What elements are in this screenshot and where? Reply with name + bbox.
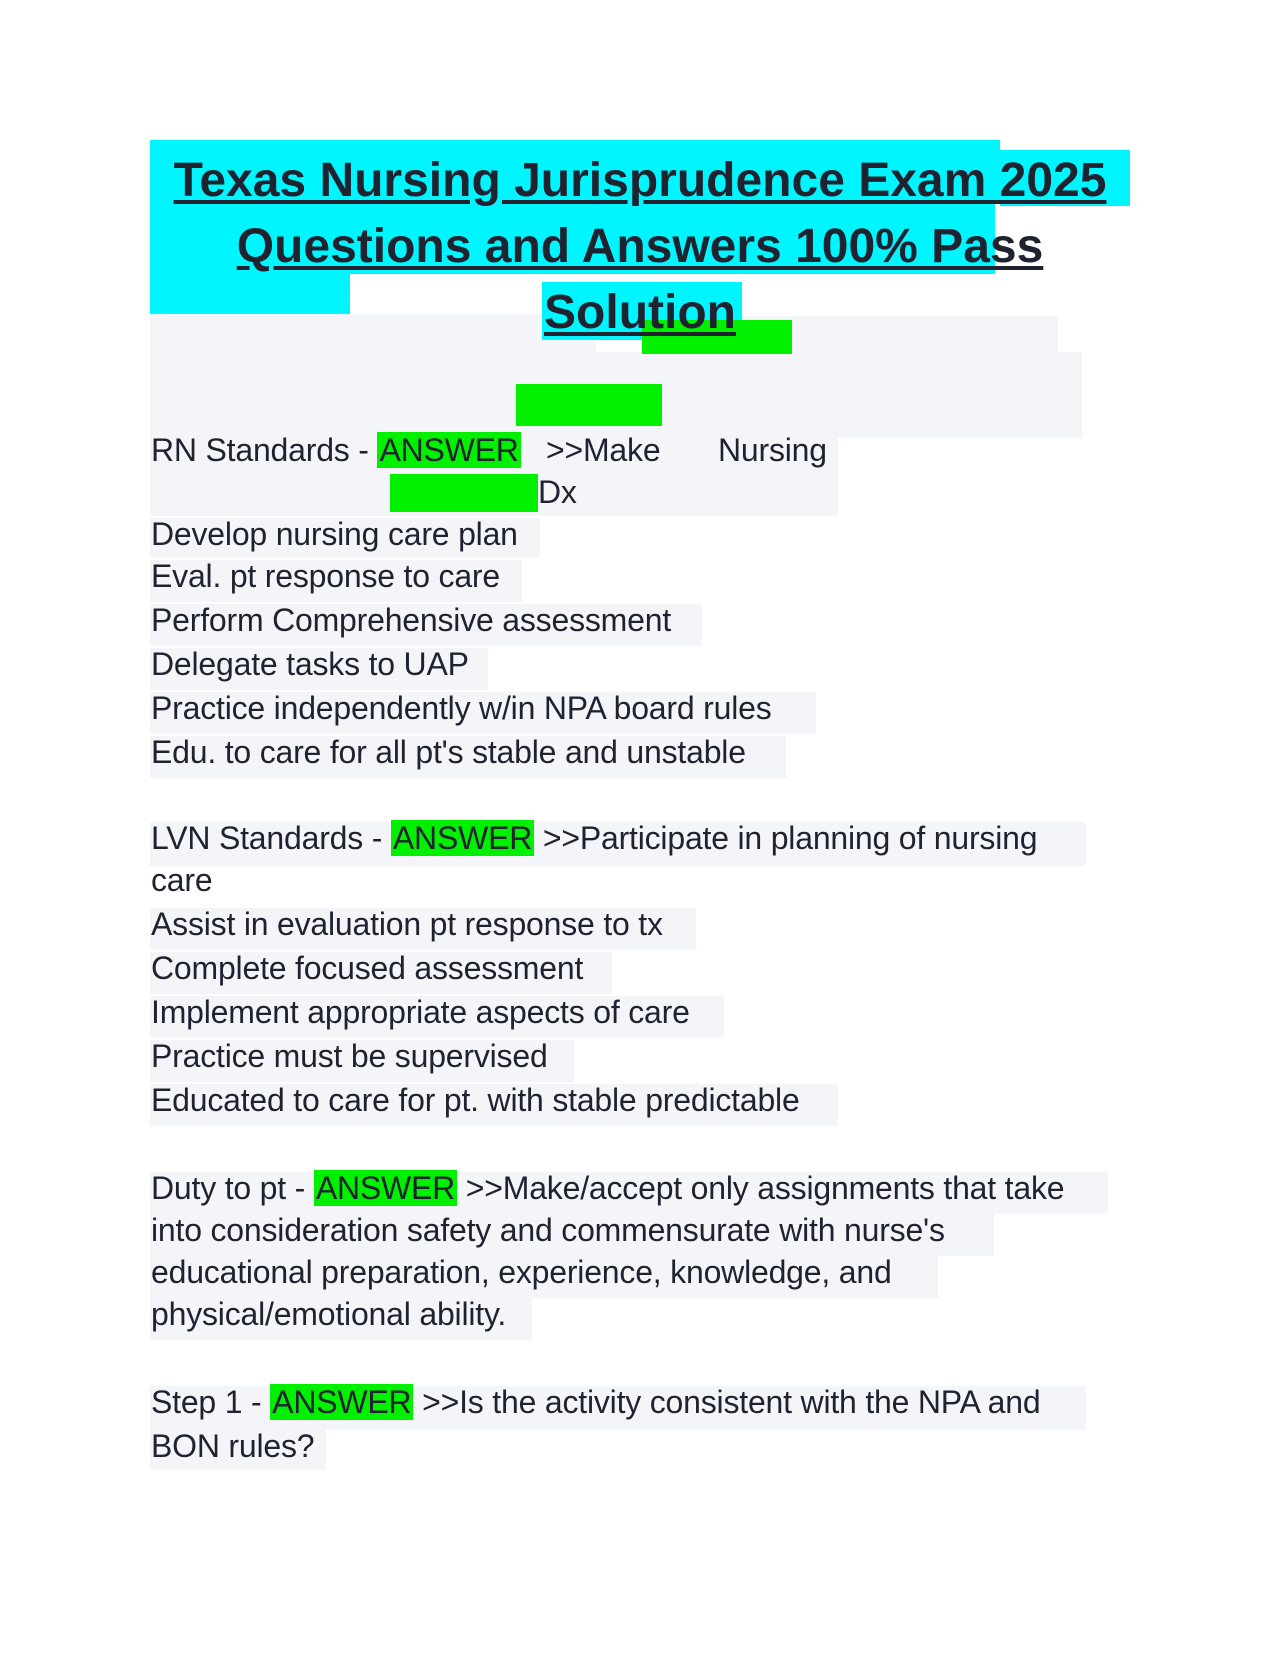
question-line <box>151 1384 1040 1421</box>
green-highlight <box>516 384 662 426</box>
answer-text: physical/emotional ability. <box>151 1296 507 1332</box>
page-title: Texas Nursing Jurisprudence Exam 2025 Questions and Answers 100% Pass Solution <box>173 154 1107 339</box>
shade-block <box>596 352 1082 438</box>
question-separator: - <box>285 1170 314 1206</box>
answer-text: >>Make/accept only assignments that take <box>465 1170 1065 1206</box>
answer-text: Delegate tasks to UAP <box>151 646 469 682</box>
answer-text <box>457 1170 466 1206</box>
answer-text: into consideration safety and commensurate with nurse's <box>151 1212 945 1248</box>
question-line <box>151 820 1037 857</box>
answer-badge: ANSWER <box>379 432 519 468</box>
question-line <box>151 1170 1064 1207</box>
answer-text: Implement appropriate aspects of care <box>151 994 690 1030</box>
answer-text: Develop nursing care plan <box>151 516 518 552</box>
answer-text: Nursing <box>718 432 827 468</box>
question-separator: - <box>363 820 391 856</box>
question-line <box>151 432 521 469</box>
question-label: Duty to pt <box>151 1170 286 1206</box>
answer-text: Educated to care for pt. with stable predictable <box>151 1082 800 1118</box>
answer-text <box>413 1384 422 1420</box>
answer-text: BON rules? <box>151 1428 315 1464</box>
answer-text: >>Make <box>546 432 661 468</box>
answer-text <box>534 820 543 856</box>
question-separator: - <box>242 1384 271 1420</box>
answer-text: Eval. pt response to care <box>151 558 500 594</box>
answer-text: educational preparation, experience, knowledge, and <box>151 1254 892 1290</box>
question-separator: - <box>349 432 378 468</box>
answer-badge: ANSWER <box>272 1384 412 1420</box>
answer-text: Assist in evaluation pt response to tx <box>151 906 663 942</box>
answer-text: Perform Comprehensive assessment <box>151 602 672 638</box>
answer-badge: ANSWER <box>392 820 533 856</box>
answer-text: Practice independently w/in NPA board rules <box>151 690 772 726</box>
answer-text: Complete focused assessment <box>151 950 584 986</box>
answer-badge: ANSWER <box>315 1170 456 1206</box>
answer-text: Dx <box>538 474 577 510</box>
green-highlight <box>390 474 538 512</box>
question-label: Step 1 <box>151 1384 243 1420</box>
answer-text: care <box>151 862 213 898</box>
answer-text: Practice must be supervised <box>151 1038 548 1074</box>
question-label: LVN Standards <box>151 820 364 856</box>
answer-text: Edu. to care for all pt's stable and unstable <box>151 734 746 770</box>
answer-text: >>Is the activity consistent with the NPA and <box>422 1384 1041 1420</box>
answer-text: >>Participate in planning of nursing <box>542 820 1038 856</box>
question-label: RN Standards <box>151 432 350 468</box>
